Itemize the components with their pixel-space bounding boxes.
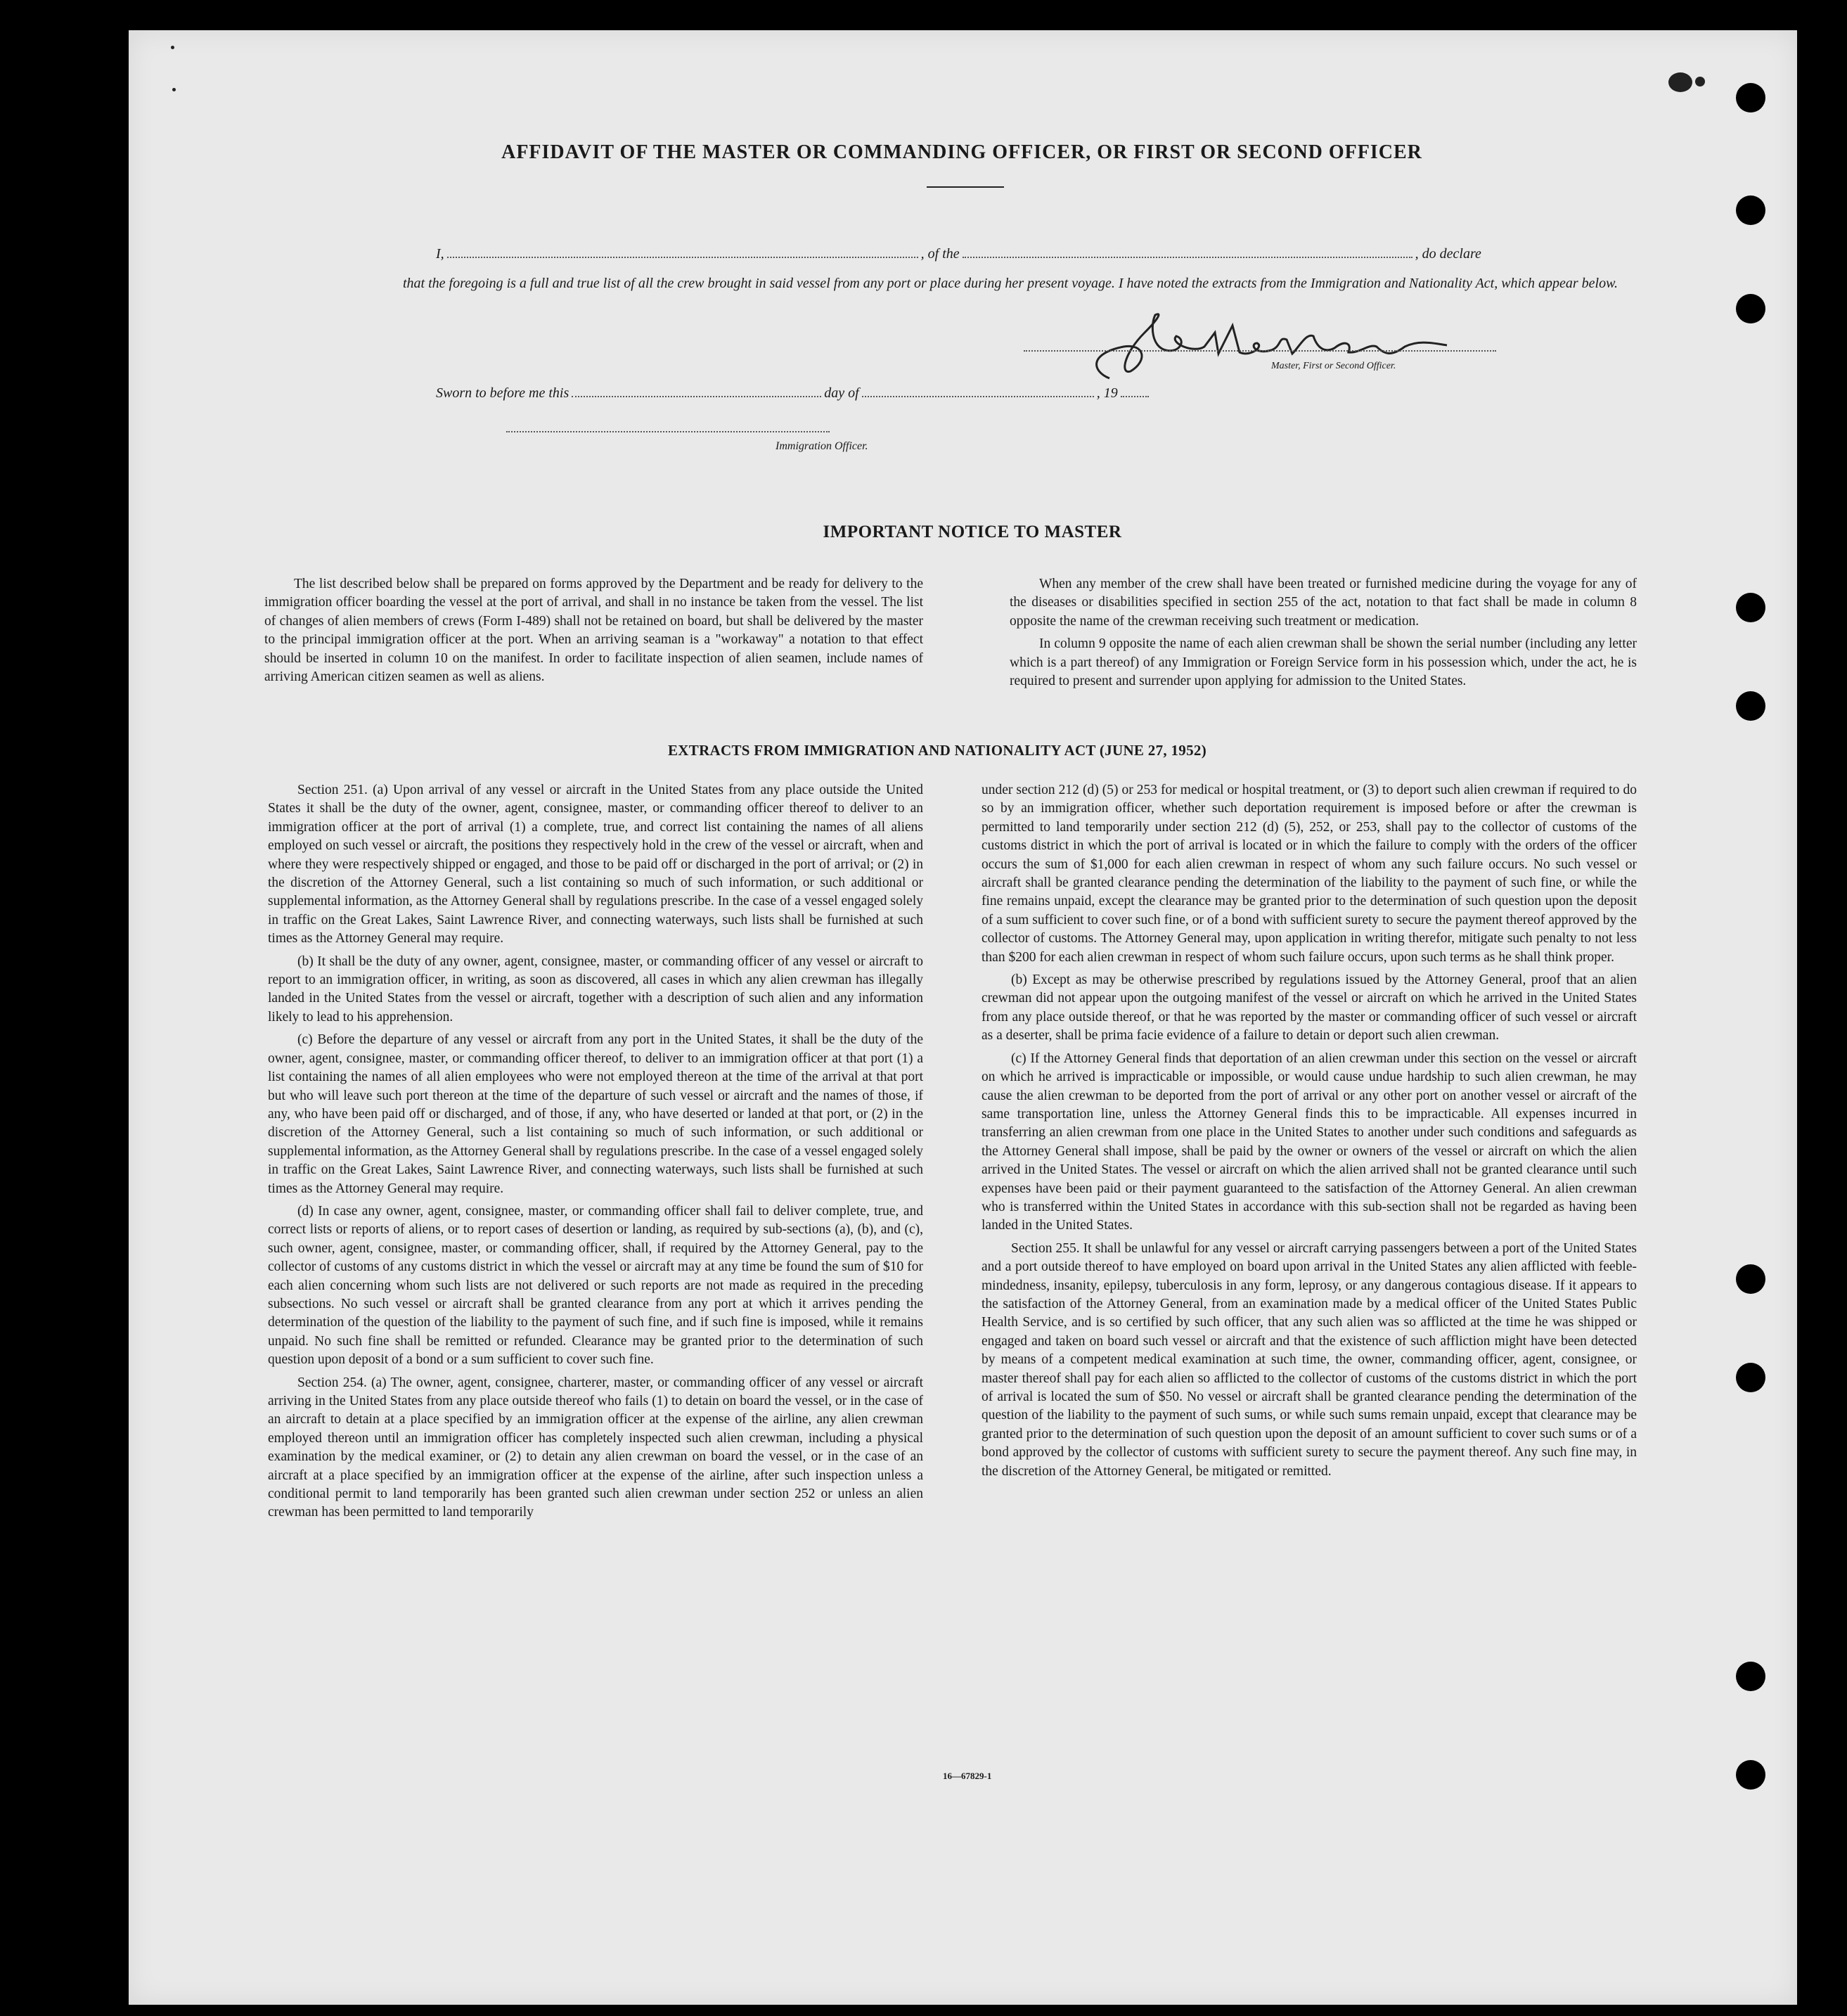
ink-speck [1668,72,1692,92]
punch-hole [1736,691,1765,721]
extracts-left-column [268,781,923,1527]
sworn-day-blank [572,395,821,397]
section-254a-continued: under section 212 (d) (5) or 253 for medical or hospital treatment, or (3) to deport such alien crewman if required to do so by an immigration officer, whether such deportation requirement is imposed before or after the crewman is permitted to land temporarily under section 212 (d) (5), 252, or 253, shall pay to the collector of customs of the customs district in which the port of arrival is located or in which the failure to comply with the orders of the officer occurs the sum of $1,000 for each alien crewman in respect of whom any such failure occurs. No such vessel or aircraft shall be granted clearance pending the determination of the liability to the payment of such fine, or while the fine remains unpaid, except the clearance may be granted prior to the determination of such question upon the deposit of a sum sufficient to cover such fine, or of a bond with sufficient surety to secure the payment thereof approved by the collector of customs. The Attorney General may, upon application in writing therefor, mitigate such penalty to not less than $200 for each alien crewman in respect of whom such failure occurs, upon such terms as he shall think proper. [982,783,1637,965]
immigration-officer-line [506,431,830,432]
punch-hole [1736,195,1765,225]
master-signature [1081,304,1454,389]
sworn-label: Sworn to before me this [436,385,569,401]
title-rule [927,186,1004,188]
extracts-right-column [982,781,1637,1485]
notice-paragraph: The list described below shall be prepared on forms approved by the Department and be ready for delivery to the immigration officer boarding the vessel at the port of arrival, and shall in no instance be taken from the vessel. The list of changes of alien members of crews (Form I-489) shall not be retained on board, but shall be delivered by the master to the principal immigration officer at the port. When an arriving seaman is a "workaway" a notation to that effect should be inserted in column 10 on the manifest. In order to facilitate inspection of alien seamen, include names of arriving American citizen seamen as well as aliens. [264,577,923,685]
section-254a: Section 254. (a) The owner, agent, consignee, charterer, master, or commanding officer of any vessel or aircraft arriving in the United States from any place outside thereof who fails (1) to detain on board the vessel, or in the case of an aircraft to detain at a place specified by an immigration officer at the expense of the airline, any alien crewman employed thereon until an immigration officer has completely inspected such alien crewman, including a physical examination by the medical examiner, or (2) to detain any alien crewman on board the vessel, or in the case of an aircraft at a place specified by an immigration officer at the expense of the airline, after such inspection unless a conditional permit to land temporarily has been granted such alien crewman under section 252 or unless an alien crewman has been permitted to land temporarily [268,1375,923,1520]
of-the-label: , of the [920,246,960,262]
year-prefix: , 19 [1096,385,1118,401]
section-255: Section 255. It shall be unlawful for any vessel or aircraft carrying passengers between a port of the United States and a port outside thereof to have employed on board upon arrival in the United States any alien afflicted with feeble-mindedness, insanity, epilepsy, tuberculosis in any form, leprosy, or any dangerous contagious disease. If it appears to the satisfaction of the Attorney General, from an examination made by a medical officer of the United States Public Health Service, and is so certified by such officer, that any such alien was so afflicted at the time he was shipped or engaged and taken on board such vessel or aircraft and that the existence of such affliction might have been detected by means of a competent medical examination at such time, the owner, commanding officer, agent, consignee, or master thereof shall pay for each alien so afflicted to the collector of customs of the customs district in which the port of arrival is located the sum of $50. No vessel or aircraft shall be granted clearance pending the determination of the question of the liability to the payment of such sums, or while such sums remain unpaid, except that clearance may be granted prior to the determination of such question upon the deposit of an amount sufficient to cover such sums or of a bond approved by the collector of customs with sufficient surety to secure the payment thereof. Any such fine may, in the discretion of the Attorney General, be mitigated or remitted. [982,1240,1637,1479]
officer-caption: Immigration Officer. [776,440,868,452]
punch-hole [1736,1363,1765,1392]
notice-right-column [1010,575,1637,695]
year-blank [1121,395,1149,397]
notice-paragraph: When any member of the crew shall have been treated or furnished medicine during the voyage for any of the diseases or disabilities specified in section 255 of the act, notation to that fact shall be made in column 8 opposite the name of the crewman receiving such treatment or medication. [1010,577,1637,629]
form-number: 16—67829-1 [943,1771,992,1781]
section-251a: Section 251. (a) Upon arrival of any vessel or aircraft in the United States from any place outside the United States it shall be the duty of the owner, agent, consignee, master, or commanding officer thereof to deliver to an immigration officer at the port of arrival (1) a complete, true, and correct list containing the names of all aliens employed on such vessel or aircraft, the positions they respectively hold in the crew of the vessel or aircraft, when and where they were respectively shipped or engaged, and those to be paid off or discharged in the port of arrival; or (2) in the discretion of the Attorney General, such a list containing so much of such information, or such additional or supplemental information, as the Attorney General shall by regulations prescribe. In the case of a vessel engaged solely in traffic on the Great Lakes, Saint Lawrence River, and connecting waterways, such lists shall be furnished at such times as the Attorney General may require. [268,783,923,946]
ink-speck [171,46,174,49]
punch-hole [1736,1662,1765,1691]
declarant-name-blank [447,256,918,258]
section-254c: (c) If the Attorney General finds that deportation of an alien crewman under this section on the vessel or aircraft on which he arrived is impracticable or impossible, or would cause undue hardship to such alien crewman, he may cause the alien crewman to be deported from the port of arrival or any other port on another vessel or aircraft of the same transportation line, unless the Attorney General finds this to be impracticable. All expenses incurred in transferring an alien crewman from one place in the United States to another under such conditions and safeguards as the Attorney General shall impose, shall be paid by the owner or owners of the vessel or aircraft on which the alien arrived in the United States. The vessel or aircraft on which the alien arrived shall not be granted clearance until such expenses have been paid or their payment guaranteed to the satisfaction of the Attorney General. An alien crewman who is transferred within the United States in accordance with this sub-section shall not be regarded as having been landed in the United States. [982,1051,1637,1233]
section-251c: (c) Before the departure of any vessel or aircraft from any port in the United States, it shall be the duty of the owner, agent, consignee, master, or commanding officer thereof, to deliver to an immigration officer at that port (1) a list containing the names of all alien employees who were not employed thereon at the time of the arrival at that port but who will leave such port thereon at the time of the departure of such vessel or aircraft and the names of those, if any, who have been paid off or discharged, and of those, if any, who have deserted or landed at that port, or (2) in the discretion of the Attorney General, such a list containing so much of such information, or such additional or supplemental information, as the Attorney General shall by regulations prescribe. In the case of a vessel engaged solely in traffic on the Great Lakes, Saint Lawrence River, and connecting waterways, such lists shall be furnished at such times as the Attorney General may require. [268,1032,923,1196]
sworn-month-blank [862,395,1094,397]
section-254b: (b) Except as may be otherwise prescribed by regulations issued by the Attorney General, proof that an alien crewman did not appear upon the outgoing manifest of the vessel or aircraft on which he arrived in the United States from any place outside thereof, or that he was reported by the master or commanding officer of such vessel or aircraft as a deserter, shall be prima facie evidence of a failure to detain or deport such alien crewman. [982,972,1637,1044]
section-251d: (d) In case any owner, agent, consignee, master, or commanding officer shall fail to deliver complete, true, and correct lists or reports of aliens, or to report cases of desertion or landing, as required by sub-sections (a), (b), and (c), such owner, agent, consignee, master, or commanding officer, shall, if required by the Attorney General, pay to the collector of customs of any customs district in which the vessel or aircraft may at any time be found the sum of $10 for each alien concerning whom such lists are not delivered or such reports are not made as required in the preceding subsections. No such vessel or aircraft shall be granted clearance from any port at which it arrives pending the determination of the question of the liability to the payment of such fine, and if such fine is imposed, while it remains unpaid. No such fine shall be remitted or refunded. Clearance may be granted prior to the determination of such question upon deposit of a bond or a sum sufficient to cover such fine. [268,1203,923,1368]
punch-hole [1736,1264,1765,1294]
vessel-name-blank [963,256,1412,258]
signer-caption: Master, First or Second Officer. [1271,361,1396,371]
affidavit-title: AFFIDAVIT OF THE MASTER OR COMMANDING OFFICER, OR FIRST OR SECOND OFFICER [501,141,1422,163]
do-declare-label: , do declare [1415,246,1481,262]
document-page [129,30,1797,2005]
punch-hole [1736,1760,1765,1790]
affidavit-statement: that the foregoing is a full and true list of all the crew brought in said vessel from any port or place during her present voyage. I have noted the extracts from the Immigration and Nationality Act, which appear below. [403,276,1618,291]
ink-speck [1695,77,1705,86]
punch-hole [1736,83,1765,113]
notice-paragraph: In column 9 opposite the name of each alien crewman shall be shown the serial number (including any letter which is a part thereof) of any Immigration or Foreign Service form in his possession which, under the act, he is required to present and surrender upon applying for admission to the United States. [1010,636,1637,689]
notice-left-column [264,575,923,691]
sworn-line [436,385,1152,402]
section-251b: (b) It shall be the duty of any owner, agent, consignee, master, or commanding officer of any vessel or aircraft to report to an immigration officer, in writing, as soon as discovered, all cases in which any alien crewman has illegally landed in the United States from the vessel or aircraft, together with a description of such alien and any information likely to lead to his apprehension. [268,954,923,1025]
signature-line [1024,350,1496,352]
ink-speck [172,88,176,91]
extracts-title: EXTRACTS FROM IMMIGRATION AND NATIONALITY ACT (JUNE 27, 1952) [668,742,1206,759]
day-of-label: day of [824,385,859,401]
punch-hole [1736,294,1765,323]
declarant-line [436,246,1481,262]
punch-hole [1736,593,1765,622]
i-label: I, [436,246,444,262]
notice-title: IMPORTANT NOTICE TO MASTER [823,522,1122,541]
